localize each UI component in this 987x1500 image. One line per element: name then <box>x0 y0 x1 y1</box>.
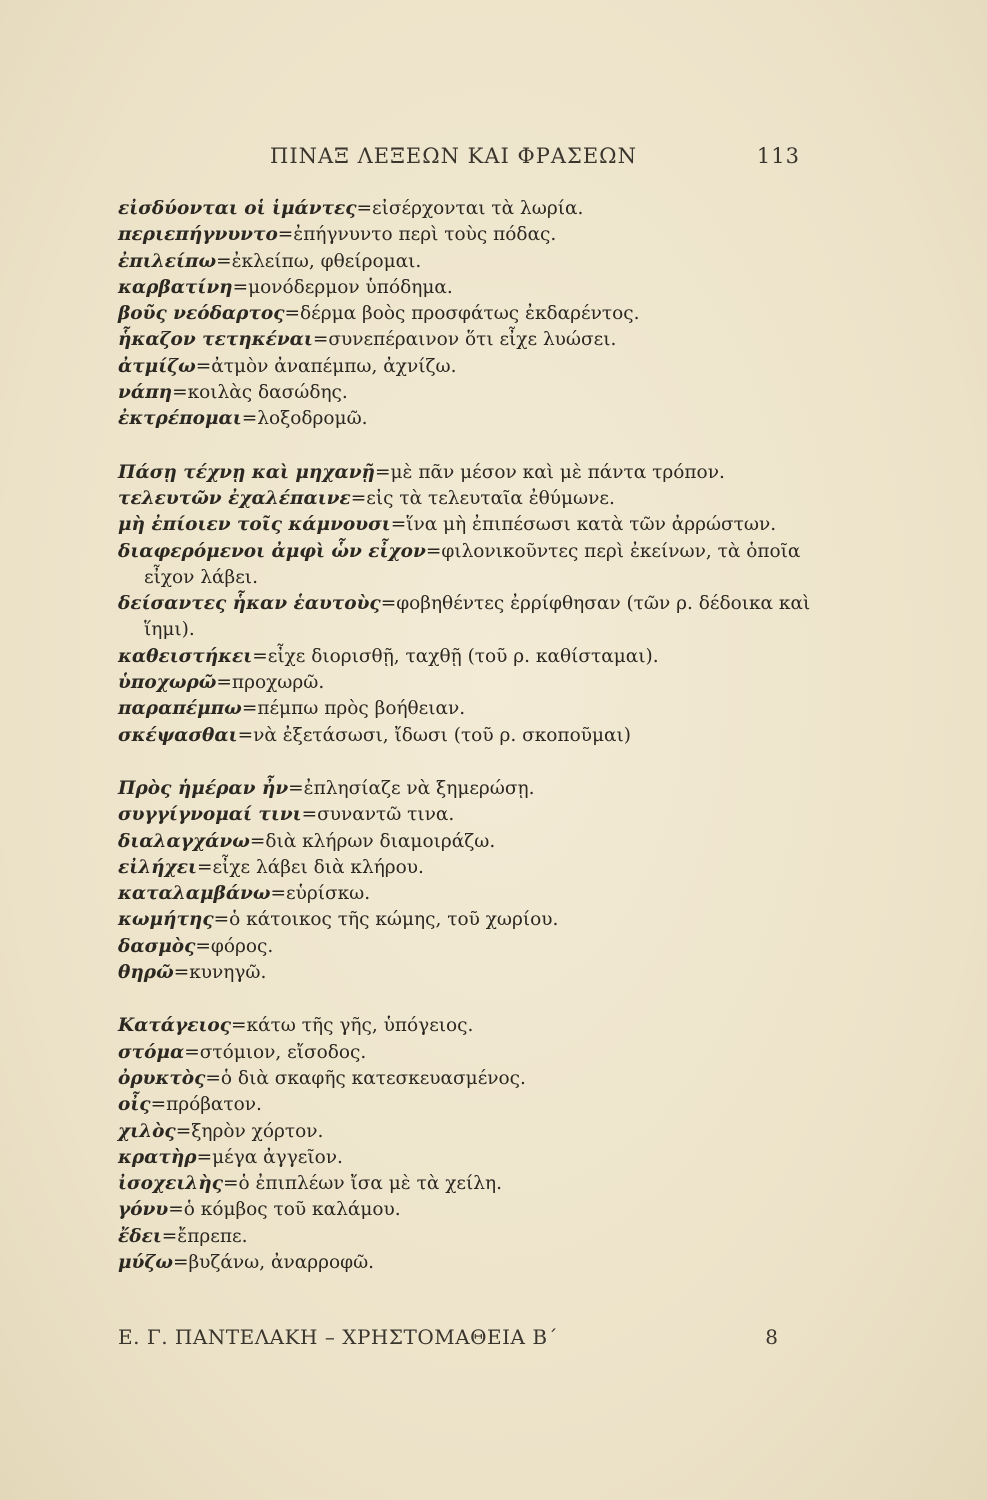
entry-definition: =κοιλὰς δασώδης. <box>172 382 348 404</box>
entry-term: ἐκτρέπομαι <box>118 408 242 430</box>
entry-term: συγγίγνομαί τινι <box>118 804 302 826</box>
entry-term: οἶς <box>118 1094 151 1116</box>
glossary-entry <box>118 512 838 538</box>
entry-term: τελευτῶν ἐχαλέπαινε <box>118 487 351 509</box>
entry-term: διαφερόμενοι ἀμφὶ ὧν εἶχον <box>118 540 426 562</box>
entry-term: νάπη <box>118 382 173 404</box>
entry-definition: =στόμιον, εἴσοδος. <box>184 1041 367 1063</box>
entry-definition: =μονόδερμον ὑπόδημα. <box>232 276 453 298</box>
glossary-entry <box>118 723 838 749</box>
entry-definition: =κάτω τῆς γῆς, ὑπόγειος. <box>231 1015 474 1037</box>
entry-definition: =κυνηγῶ. <box>173 962 267 984</box>
entry-definition: =ὁ κάτοικος τῆς κώμης, τοῦ χωρίου. <box>213 909 559 931</box>
entry-term: κωμήτης <box>118 909 214 931</box>
entry-definition: =ἐκλείπω, φθείρομαι. <box>216 250 422 272</box>
glossary-entry <box>118 486 838 512</box>
entry-definition: =πέμπω πρὸς βοήθειαν. <box>241 698 466 720</box>
glossary-entry <box>118 1040 838 1066</box>
glossary-entry <box>118 380 838 406</box>
entry-definition: =φιλονικοῦντες περὶ ἐκείνων, τὰ ὁποῖα <box>425 540 801 562</box>
entry-definition: =ἵνα μὴ ἐπιπέσωσι κατὰ τῶν ἀρρώστων. <box>390 514 777 536</box>
glossary-entry <box>118 696 838 722</box>
entry-term: σκέψασθαι <box>118 724 238 746</box>
glossary-entry <box>118 1013 838 1039</box>
glossary-entry <box>118 960 838 986</box>
entry-term: ἐπιλείπω <box>118 250 217 272</box>
glossary-entry <box>118 907 838 933</box>
entry-definition: =μέγα ἀγγεῖον. <box>196 1146 343 1168</box>
entry-definition: =συνεπέραινον ὅτι εἶχε λυώσει. <box>312 329 617 351</box>
glossary-entry <box>118 301 838 327</box>
glossary-entry <box>118 670 838 696</box>
entry-term: ἔδει <box>118 1225 162 1247</box>
glossary-entry <box>118 354 838 380</box>
entry-term: δασμὸς <box>118 935 196 957</box>
entry-term: καθειστήκει <box>118 645 253 667</box>
entry-term: κρατὴρ <box>118 1146 197 1168</box>
glossary-entry <box>118 1092 838 1118</box>
glossary-entry <box>118 1171 838 1197</box>
entry-definition: =προχωρῶ. <box>216 672 325 694</box>
entry-term: Κατάγειος <box>118 1015 232 1037</box>
header-title: ΠΙΝΑΞ ΛΕΞΕΩΝ ΚΑΙ ΦΡΑΣΕΩΝ <box>270 144 637 168</box>
glossary-entry <box>118 196 838 222</box>
entry-definition: =εἰς τὰ τελευταῖα ἐθύμωνε. <box>350 487 615 509</box>
glossary-entry <box>118 1145 838 1171</box>
page-number: 113 <box>756 144 800 168</box>
glossary-entry <box>118 327 838 353</box>
glossary-entry <box>118 1119 838 1145</box>
entry-definition: =εὑρίσκω. <box>270 883 371 905</box>
entry-term: Πρὸς ἡμέραν ἦν <box>118 777 289 799</box>
glossary-entry <box>118 1250 838 1276</box>
glossary-entry <box>118 881 838 907</box>
entry-definition: =μὲ πᾶν μέσον καὶ μὲ πάντα τρόπον. <box>375 461 725 483</box>
glossary-entry <box>118 222 838 248</box>
section-gap <box>118 433 838 460</box>
glossary-entry <box>118 855 838 881</box>
entry-term: ἧκαζον τετηκέναι <box>118 329 313 351</box>
entry-definition: =ὁ διὰ σκαφῆς κατεσκευασμένος. <box>205 1067 526 1089</box>
entry-term: διαλαγχάνω <box>118 830 250 852</box>
entry-term: καρβατίνη <box>118 276 233 298</box>
entry-definition: =ἐπλησίαζε νὰ ξημερώσῃ. <box>288 777 535 799</box>
entry-term: Πάσῃ τέχνῃ καὶ μηχανῇ <box>118 461 376 483</box>
glossary-entry <box>118 1066 838 1092</box>
entry-definition: =συναντῶ τινα. <box>301 804 455 826</box>
entry-term: εἰσδύονται οἱ ἱμάντες <box>118 198 357 219</box>
glossary-entry <box>118 249 838 275</box>
glossary-entry <box>118 934 838 960</box>
entry-term: γόνυ <box>118 1199 169 1221</box>
entry-term: μύζω <box>118 1251 173 1273</box>
entry-term: ὀρυκτὸς <box>118 1067 206 1089</box>
glossary-entry <box>118 406 838 432</box>
entry-continuation: ἵημι). <box>144 619 195 641</box>
section-gap <box>118 986 838 1013</box>
glossary-entry <box>118 539 838 565</box>
entry-term: ἰσοχειλὴς <box>118 1173 223 1195</box>
entry-definition: =πρόβατον. <box>150 1094 262 1116</box>
entry-continuation: εἶχον λάβει. <box>144 566 258 588</box>
glossary-entry <box>118 829 838 855</box>
section-gap <box>118 749 838 776</box>
glossary-entry <box>118 644 838 670</box>
glossary <box>118 196 838 1276</box>
entry-definition: =ὁ ἐπιπλέων ἴσα μὲ τὰ χείλη. <box>222 1173 502 1195</box>
entry-definition: =ἐπήγνυντο περὶ τοὺς πόδας. <box>277 224 557 246</box>
entry-term: περιεπήγνυντο <box>118 224 278 246</box>
entry-definition: =ἔπρεπε. <box>161 1225 248 1247</box>
footer-signature-line <box>118 1325 778 1355</box>
entry-definition: =νὰ ἐξετάσωσι, ἴδωσι (τοῦ ρ. σκοποῦμαι) <box>237 724 631 746</box>
glossary-entry <box>118 1197 838 1223</box>
entry-definition: =λοξοδρομῶ. <box>241 408 368 430</box>
entry-definition: =διὰ κλήρων διαμοιράζω. <box>249 830 496 852</box>
glossary-entry <box>118 1224 838 1250</box>
glossary-entry <box>118 776 838 802</box>
entry-term: καταλαμβάνω <box>118 883 271 905</box>
entry-definition: =ὁ κόμβος τοῦ καλάμου. <box>168 1199 401 1221</box>
entry-term: δείσαντες ἧκαν ἑαυτοὺς <box>118 593 381 615</box>
entry-definition: =δέρμα βοὸς προσφάτως ἐκδαρέντος. <box>284 303 640 325</box>
entry-term: εἰλήχει <box>118 856 197 878</box>
entry-definition: =εἶχε λάβει διὰ κλήρου. <box>197 856 424 878</box>
entry-definition: =φοβηθέντες ἐρρίφθησαν (τῶν ρ. δέδοικα καὶ <box>380 593 811 615</box>
entry-term: βοῦς νεόδαρτος <box>118 303 285 325</box>
entry-term: θηρῶ <box>118 962 174 984</box>
entry-definition: =φόρος. <box>195 935 274 957</box>
entry-term: στόμα <box>118 1041 185 1063</box>
glossary-entry <box>118 275 838 301</box>
entry-term: ὑποχωρῶ <box>118 672 217 694</box>
entry-definition: =ἀτμὸν ἀναπέμπω, ἀχνίζω. <box>195 355 457 377</box>
entry-term: ἀτμίζω <box>118 355 196 377</box>
entry-term: μὴ ἐπίοιεν τοῖς κάμνουσι <box>118 514 391 536</box>
glossary-entry <box>118 802 838 828</box>
entry-definition: =βυζάνω, ἀναρροφῶ. <box>172 1251 375 1273</box>
entry-term: παραπέμπω <box>118 698 242 720</box>
entry-definition: =ξηρὸν χόρτον. <box>175 1120 324 1142</box>
entry-definition: =εἶχε διορισθῇ, ταχθῇ (τοῦ ρ. καθίσταμαι). <box>252 645 659 667</box>
sheet-number: 8 <box>765 1325 778 1349</box>
running-header <box>270 144 800 174</box>
glossary-entry <box>118 591 838 617</box>
glossary-entry <box>118 460 838 486</box>
book-signature: Ε. Γ. ΠΑΝΤΕΛΑΚΗ – ΧΡΗΣΤΟΜΑΘΕΙΑ Β΄ <box>118 1325 559 1349</box>
entry-term: χιλὸς <box>118 1120 176 1142</box>
entry-definition: =εἰσέρχονται τὰ λωρία. <box>356 198 584 219</box>
